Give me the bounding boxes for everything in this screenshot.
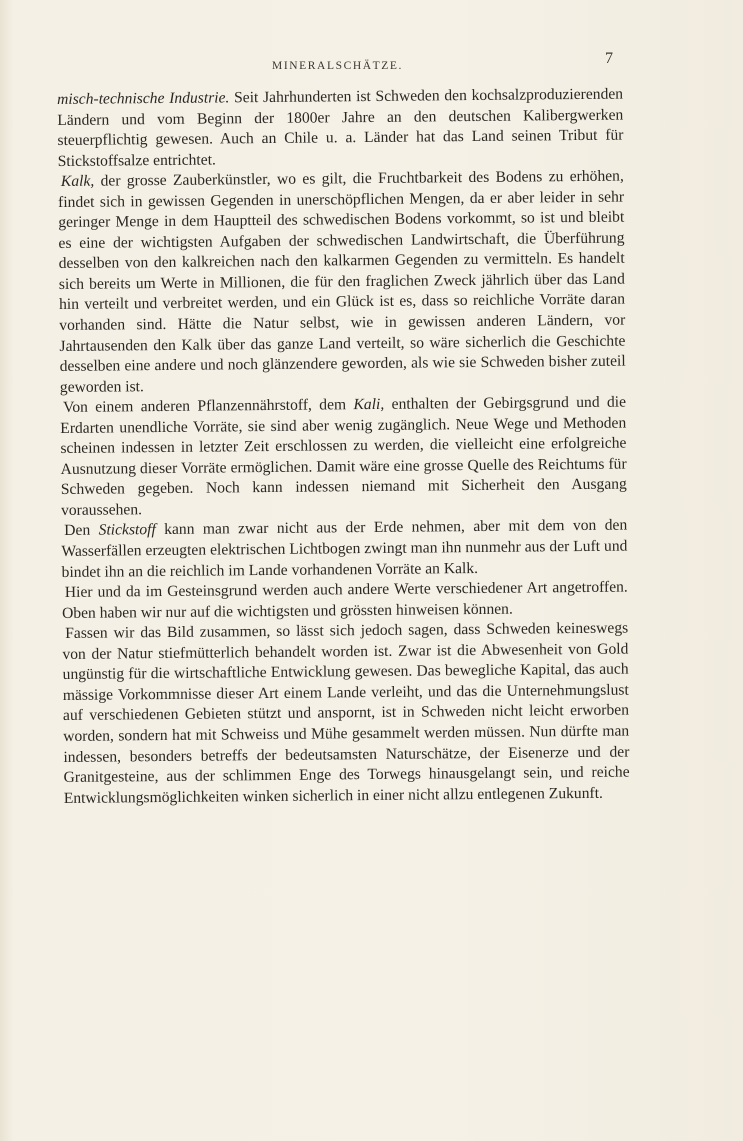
paragraph-industry xyxy=(57,85,624,173)
text-segment: kann man zwar nicht aus der Erde nehmen, aber mit dem von den Wasserfällen erzeugten elektrischen Lichtbogen zwingt man ihn nunmehr aus der Luft und bindet ihn an die reichlich im Lande vorhandenen Vorräte an Kalk. xyxy=(61,517,628,581)
text-segment: Seit Jahrhunderten ist Schweden den kochsalzproduzierenden Ländern und vom Beginn der 1800er Jahre an den deutschen Kalibergwerken steuerpflichtig gewesen. Auch an Chile u. a. Länder hat das Land seinen Tribut für Stickstoffsalze entrichtet. xyxy=(57,85,624,170)
text-segment: Kali, xyxy=(353,396,385,414)
text-segment: enthalten der Gebirgsgrund und die Erdarten unendliche Vorräte, sie sind aber wenig zugänglich. Neue Wege und Methoden scheinen indessen in letzter Zeit erschlossen zu werden, die vielleicht eine erfolgreiche Ausnutzung dieser Vorräte ermöglichen. Damit wäre eine grosse Quelle des Reichtums für Schweden gegeben. Noch kann indessen niemand mit Sicherheit den Ausgang voraussehen. xyxy=(60,393,627,519)
text-segment: Von einem anderen Pflanzennährstoff, dem xyxy=(62,396,354,417)
paragraph-stickstoff xyxy=(61,516,628,583)
paragraph-kalk xyxy=(58,167,626,398)
paragraph-gesteinsgrund xyxy=(62,578,628,625)
page-number: 7 xyxy=(605,50,613,67)
text-segment: Stickstoff xyxy=(98,521,156,540)
text-segment: misch-technische Industrie. xyxy=(57,89,230,108)
text-segment: Kalk, xyxy=(60,172,95,191)
text-segment: Fassen wir das Bild zusammen, so lässt sich jedoch sagen, dass Schweden keineswegs von der Natur stiefmütterlich behandelt worden ist. Zwar ist die Abwesenheit von Gold ungünstig für die wirtschaftliche Entwicklung gewesen. Das bewegliche Kapital, das auch mässige Vorkommnisse dieser Art einem Lande verleiht, und das die Unternehmungslust auf verschiedenen Gebieten stützt und anspornt, ist in Schweden nicht leicht erworben worden, sondern hat mit Schweiss und Mühe gesammelt werden müssen. Nun dürfte man indessen, besonders betreffs der bedeutsamsten Naturschätze, der Eisenerze und der Granitgesteine, aus der schlimmen Enge des Torwegs hinausgelangt sein, und reiche Entwicklungsmöglichkeiten winken sicherlich in einer nicht allzu entlegenen Zukunft. xyxy=(62,619,630,807)
paragraph-summary xyxy=(62,619,630,809)
text-segment: Hier und da im Gesteinsgrund werden auch andere Werte verschiedener Art angetroffen. Oben haben wir nur auf die wichtigsten und grössten hinweisen können. xyxy=(61,578,628,622)
text-segment: Den xyxy=(64,522,99,540)
body-text xyxy=(57,85,630,810)
paragraph-kali xyxy=(60,393,627,522)
running-header: MINERALSCHÄTZE. xyxy=(272,60,404,72)
text-segment: der grosse Zauberkünstler, wo es gilt, die Fruchtbarkeit des Bodens zu erhöhen, findet sich in gewissen Gegenden in unerschöpflichen Mengen, da er aber leider in sehr geringer Menge in dem Hauptteil des schwedischen Bodens vorkommt, so ist und bleibt es eine der wichtigsten Aufgaben der schwedischen Landwirtschaft, die Überführung desselben von den kalkreichen nach den kalkarmen Gegenden zu vermitteln. Es handelt sich bereits um Werte in Millionen, die für den fraglichen Zweck jährlich über das Land hin verteilt und verbreitet werden, und ein Glück ist es, dass so reichliche Vorräte daran vorhanden sind. Hätte die Natur selbst, wie in gewissen anderen Ländern, vor Jahrtausenden den Kalk über das ganze Land verteilt, so wäre sicherlich die Geschichte desselben eine andere und noch glänzendere geworden, als wie sie Schweden bisher zuteil geworden ist. xyxy=(57,167,626,396)
